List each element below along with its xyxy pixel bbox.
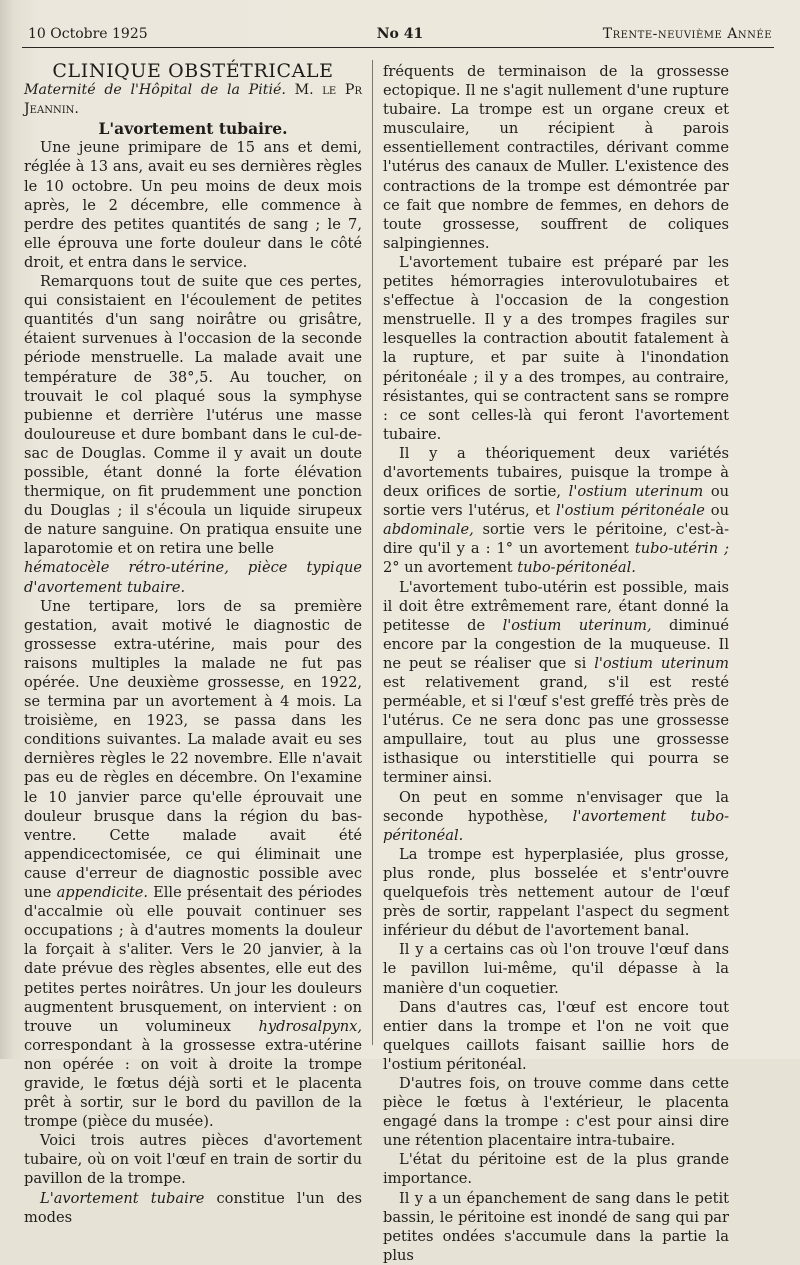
emphasis: L'avortement tubaire (40, 1189, 205, 1207)
paragraph: Remarquons tout de suite que ces pertes, qui consistaient en l'écoulement de petites quantités d'un sang noirâtre ou grisâtre, étaient survenues à l'occasion de la seconde période menstruelle. La malade avait une température de 38°,5. Au toucher, on trouvait le col plaqué sous la symphyse pubienne et derrière l'utérus une masse douloureuse et dure bombant dans le cul-de-sac de Douglas. Comme il y avait un doute possible, étant donné la forte élévation thermique, on fit prudemment une ponction du Douglas ; il s'écoula un liquide sirupeux de nature sanguine. On pratiqua ensuite une laparotomie et on retira une belle (24, 273, 362, 558)
text-run: ou sortie vers l'utérus, et (383, 483, 730, 520)
text-run: Il y a théoriquement deux variétés d'avortements tubaires, puisque la trompe à deux orifices de sortie, (383, 444, 729, 501)
right-column (383, 62, 729, 1265)
paragraph: L'avortement tubaire est préparé par les petites hémorragies interovulotubaires et s'effectue à l'occasion de la congestion menstruelle. Il y a des trompes fragiles sur lesquelles la contraction aboutit fatalement à la rupture, et par suite à l'inondation péritonéale ; il y a des trompes, au contraire, résistantes, qui se contractent sans se rompre : ce sont celles-là qui feront l'avortement tubaire. (383, 253, 729, 443)
paragraph (24, 558, 362, 596)
emphasis: l'ostium uterinum (568, 483, 704, 501)
paragraph: D'autres fois, on trouve comme dans cette pièce le fœtus à l'extérieur, le placenta engagé dans la trompe : c'est pour ainsi dire une rétention placentaire intra-tubaire. (383, 1074, 729, 1150)
emphasis: tubo-utérin ; (634, 540, 730, 558)
text-run: est relativement grand, s'il est resté perméable, et si l'œuf s'est greffé très près de l'utérus. Ce ne sera donc pas une grossesse ampullaire, tout au plus une grossesse isthasique ou interstitielle qui pourra se terminer ainsi. (383, 674, 729, 787)
paragraph: Une jeune primipare de 15 ans et demi, réglée à 13 ans, avait eu ses dernières règles le 10 octobre. Un peu moins de deux mois après, le 2 décembre, elle commence à perdre des petites quantités de sang ; le 7, elle éprouva une forte douleur dans le côté droit, et entra dans le service. (24, 139, 362, 271)
text-run: correspondant à la grossesse extra-utérine non opérée : on voit à droite la trompe gravide, le fœtus déjà sorti et le placenta prêt à sortir, sur le bord du pavillon de la trompe (pièce du musée). (24, 1036, 362, 1131)
emphasis: appendicite. (56, 884, 148, 902)
column-divider (372, 60, 373, 1045)
affiliation-italic: Maternité de l'Hôpital de la Pitié. (24, 82, 286, 99)
paragraph: Il y a un épanchement de sang dans le petit bassin, le péritoine est inondé de sang qui par petites ondées s'accumule dans la partie la plus (383, 1189, 729, 1264)
article-title: L'avortement tubaire. (98, 119, 288, 139)
paragraph (24, 597, 362, 1132)
emphasis: l'avortement tubo-péritonéal. (383, 807, 729, 844)
paragraph (24, 1189, 362, 1227)
paragraph: L'état du péritoine est de la plus grande importance. (383, 1151, 729, 1188)
emphasis: l'ostium uterinum (594, 654, 730, 672)
paragraph: La trompe est hyperplasiée, plus grosse, plus ronde, plus bosselée et s'entr'ouvre quelquefois très nettement autour de l'œuf près de sortir, rappelant l'aspect du segment inférieur du début de l'avortement banal. (383, 845, 729, 940)
text-run: 2° un avortement (383, 559, 513, 577)
paragraph: fréquents de terminaison de la grossesse ectopique. Il ne s'agit nullement d'une rupture tubaire. La trompe est un organe creux et musculaire, un récipient à parois essentiellement contractiles, dérivant comme l'utérus des canaux de Muller. L'existence des contractions de la trompe est démontrée par ce fait que nombre de femmes, en dehors de toute grossesse, souffrent de coliques salpingiennes. (383, 63, 729, 252)
page-header (28, 26, 772, 48)
header-rule (22, 47, 774, 48)
paragraph: Dans d'autres cas, l'œuf est encore tout entier dans la trompe et l'on ne voit que quelques caillots faisant saillie hors de l'ostium péritonéal. (383, 998, 729, 1073)
left-column (24, 62, 362, 1227)
paragraph: Voici trois autres pièces d'avortement tubaire, où on voit l'œuf en train de sortir du pavillon de la trompe. (24, 1132, 362, 1188)
issue-number: No 41 (376, 26, 424, 42)
emphasis: l'ostium péritonéale (555, 502, 705, 520)
text-run: sortie vers le péritoine, c'est-à-dire qu'il y a : 1° un avortement (383, 521, 729, 558)
paragraph (383, 578, 729, 788)
text-run: Elle présentait des périodes d'accalmie où elle pouvait continuer ses occupations ; à d'autres moments la douleur la forçait à s'aliter. Vers le 20 janvier, à la date prévue des règles absentes, elle eut des petites pertes noirâtres. Un jour les douleurs augmentent brusquement, on intervient : on trouve un volumineux (24, 884, 362, 1035)
issue-date: 10 Octobre 1925 (28, 26, 148, 42)
text-run: ou (704, 502, 729, 520)
volume-year: Trente-neuvième Année (602, 26, 772, 42)
text-run: Une tertipare, lors de sa première gestation, avait motivé le diagnostic de grossesse extra-utérine, mais pour des raisons multiples la malade ne fut pas opérée. Une deuxième grossesse, en 1922, se termina par un avortement à 4 mois. La troisième, en 1923, se passa dans les conditions suivantes. La malade avait eu ses dernières règles le 22 novembre. Elle n'avait pas eu de règles en décembre. On l'examine le 10 janvier parce qu'elle éprouvait une douleur brusque dans la région du bas-ventre. Cette malade avait été appendicectomisée, ce qui éliminait une cause d'erreur de diagnostic possible avec une (24, 597, 362, 902)
text-run: On peut en somme n'envisager que la seconde hypothèse, (383, 788, 729, 825)
paragraph (383, 788, 729, 845)
affiliation-line (24, 81, 362, 119)
emphasis: abdominale, (383, 521, 474, 539)
paragraph: Il y a certains cas où l'on trouve l'œuf dans le pavillon lui-même, qu'il dépasse à la manière d'un coquetier. (383, 941, 729, 997)
text-run: L'avortement tubo-utérin est possible, mais il doit être extrêmement rare, étant donné la petitesse de (383, 578, 729, 634)
section-title: CLINIQUE OBSTÉTRICALE (52, 60, 334, 82)
emphasis: l'ostium uterinum, (502, 616, 652, 634)
text-run: constitue l'un des modes (24, 1189, 362, 1226)
affiliation-author: M. le Pr Jeannin. (24, 82, 362, 118)
paragraph (383, 444, 729, 578)
emphasis: hématocèle rétro-utérine, pièce typique d'avortement tubaire. (24, 559, 362, 596)
text-run: diminué encore par la congestion de la muqueuse. Il ne peut se réaliser que si (383, 616, 729, 672)
emphasis: tubo-péritonéal. (517, 559, 636, 577)
emphasis: hydrosalpynx, (258, 1017, 362, 1035)
